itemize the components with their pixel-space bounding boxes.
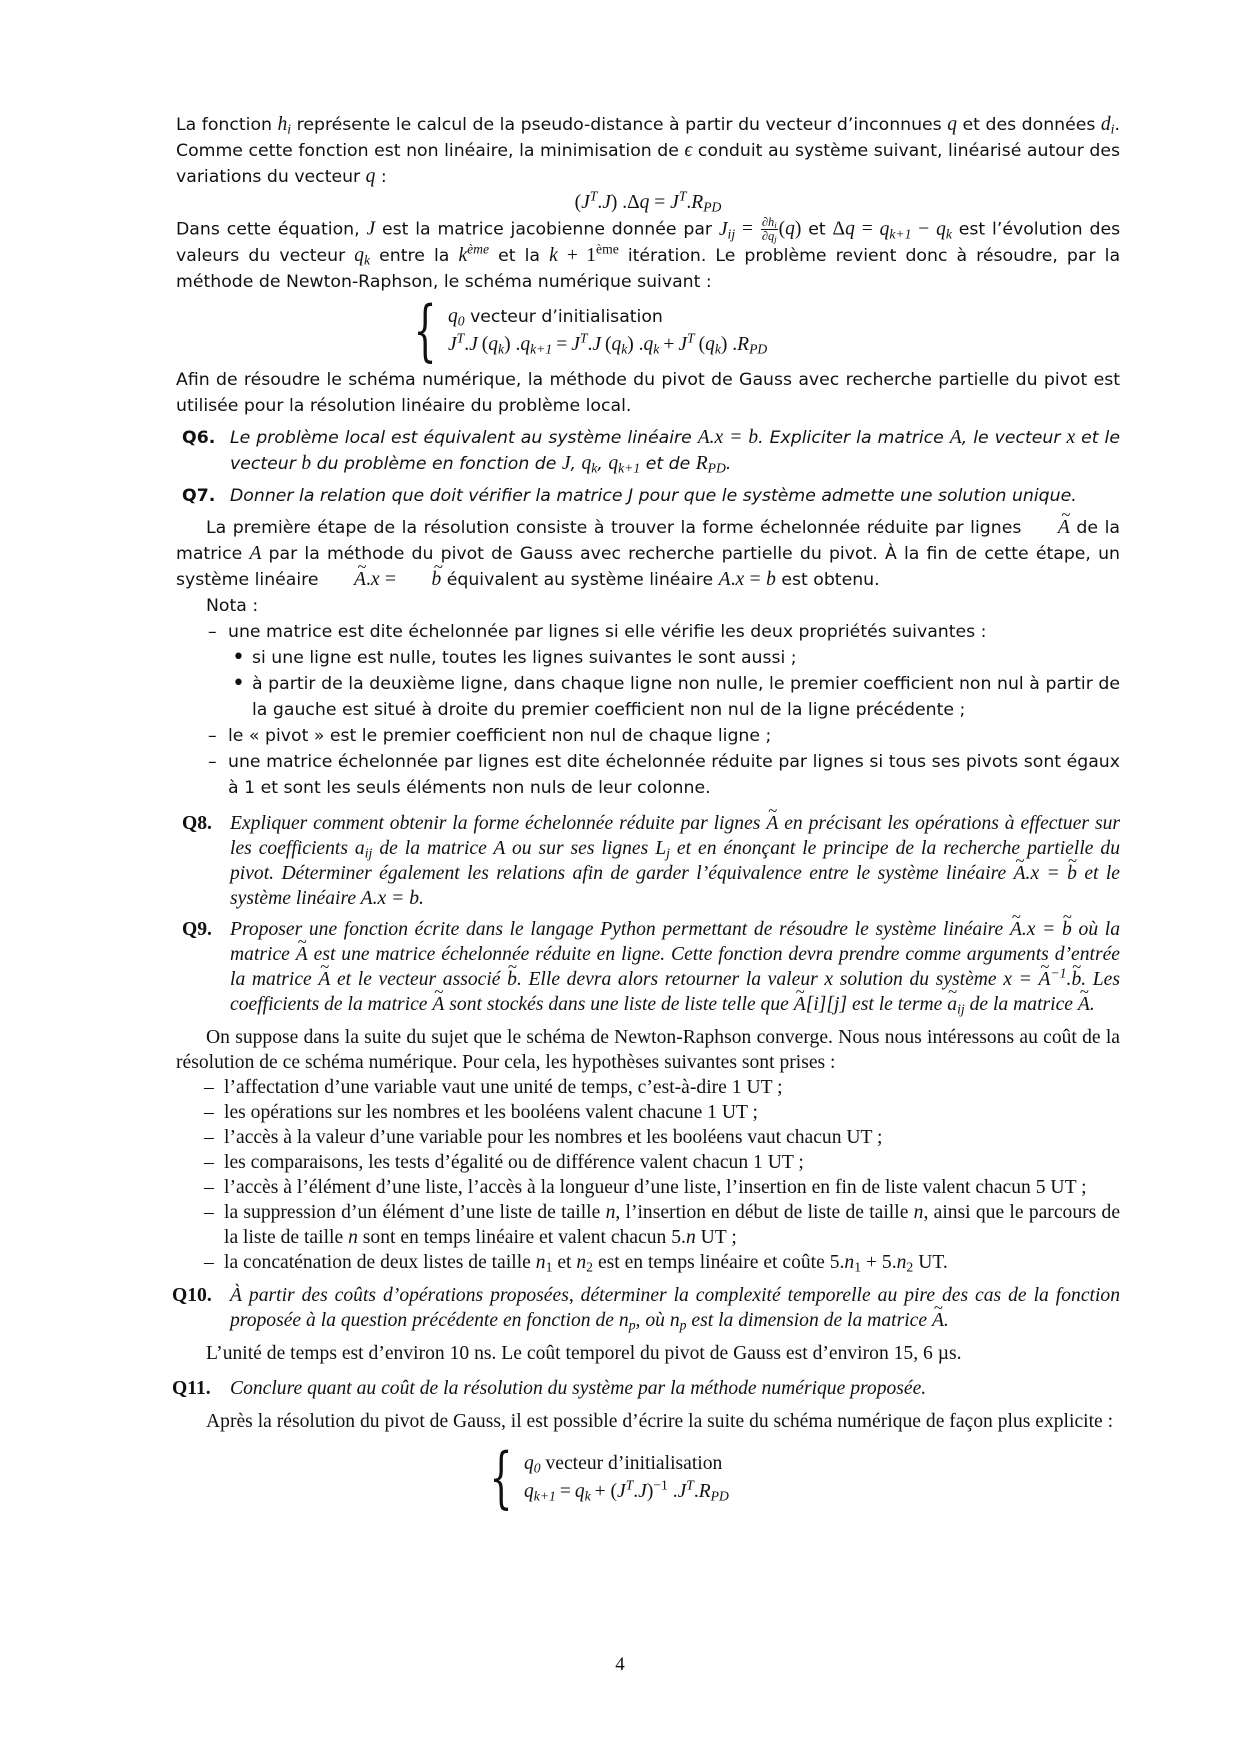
question-q10: Q10. À partir des coûts d’opérations proposées, déterminer la complexité temporelle au pire des cas de la fonction proposée à la question précédente en fonction de $n_p$, où $n_p$ est la dimension de la matrice A ~. [176, 1283, 1120, 1333]
list-item: – la suppression d’un élément d’une liste de taille n, l’insertion en début de liste de taille n, ainsi que le parcours de la liste de taille n sont en temps linéaire et valent chacun 5.n UT ; [224, 1200, 1120, 1250]
list-item: – l’accès à l’élément d’une liste, l’accès à la longueur d’une liste, l’insertion en fin de liste valent chacun 5 UT ; [224, 1175, 1120, 1200]
question-q11: Q11. Conclure quant au coût de la résolution du système par la méthode numérique proposée. [172, 1378, 927, 1400]
equation-normal-equations: $(J^T.J) .\Delta q = J^T.R_{PD}$ [574, 188, 722, 215]
question-q7: Q7. Donner la relation que doit vérifier la matrice J pour que le système admette une solution unique. [182, 486, 1077, 507]
paragraph-jacobian: Dans cette équation, J est la matrice jacobienne donnée par $J_{ij}$ = $\frac{\partial h_i}{\partial q_j}$ (q) et $\Delta q = q_{k+1} - q_k$ est l’évolution des valeurs du vecteur $q_k$ entre la $k^{ème}$ et la k + 1ème itération. Le problème revient donc à résoudre, par la méthode de Newton-Raphson, le schéma numérique suivant : [176, 215, 1121, 293]
list-item: – le « pivot » est le premier coefficient non nul de chaque ligne ; [228, 723, 1120, 749]
question-q8: Q8. Expliquer comment obtenir la forme échelonnée réduite par lignes A ~ en précisant les opérations à effectuer sur les coefficients $a_{ij}$ de la matrice A ou sur ses lignes $L_j$ et en énonçant le principe de la recherche partielle du pivot. Déterminer également les relations afin de garder l’équivalence entre le système linéaire A ~.x = b ~ et le système linéaire A.x = b. [176, 811, 1120, 911]
paragraph-gauss-method: Afin de résoudre le schéma numérique, la méthode du pivot de Gauss avec recherche partielle du pivot est utilisée pour la résolution linéaire du problème local. [176, 370, 1120, 417]
list-item: – les comparaisons, les tests d’égalité ou de différence valent chacun 1 UT ; [224, 1150, 1120, 1175]
list-item: – la concaténation de deux listes de taille $n_1$ et $n_2$ est en temps linéaire et coûte $5.n_1 + 5.n_2$ UT. [224, 1250, 1120, 1275]
paragraph-cost-hypotheses: On suppose dans la suite du sujet que le schéma de Newton-Raphson converge. Nous nous intéressons au coût de la résolution de ce schéma numérique. Pour cela, les hypothèses suivantes sont prises : [176, 1027, 1120, 1074]
nota-list [176, 619, 1120, 801]
paragraph-echelon-form: La première étape de la résolution consiste à trouver la forme échelonnée réduite par lignes A ~ de la matrice A par la méthode du pivot de Gauss avec recherche partielle du pivot. À la fin de cette étape, un système linéaire A ~.x = b ~ équivalent au système linéaire A.x = b est obtenu. [176, 515, 1120, 593]
left-brace: { [413, 292, 437, 370]
paragraph-explicit-scheme: Après la résolution du pivot de Gauss, il est possible d’écrire la suite du schéma numérique de façon plus explicite : [206, 1411, 1114, 1433]
list-item: – l’accès à la valeur d’une variable pour les nombres et les booléens vaut chacun UT ; [224, 1125, 1120, 1150]
explicit-scheme-system: { $q_0$ vecteur d’initialisation $q_{k+1} = q_k + (J^T.J)^{-1}$ $.J^T.R_{PD}$ [489, 1439, 729, 1517]
nota-heading: Nota : [206, 596, 259, 617]
paragraph-time-unit: L’unité de temps est d’environ 10 ns. Le coût temporel du pivot de Gauss est d’environ 15, 6 µs. [206, 1343, 962, 1365]
list-item: – une matrice est dite échelonnée par lignes si elle vérifie les deux propriétés suivantes : • si une ligne est nulle, toutes les lignes suivantes le sont aussi ; • à partir de la deuxième ligne, dans chaque ligne non nulle, le premier coefficient non nul à partir de la gauche est situé à droite du premier coefficient non nul de la ligne précédente ; [228, 619, 1120, 723]
question-q6: Q6. Le problème local est équivalent au système linéaire A.x = b. Expliciter la matrice A, le vecteur x et le vecteur b du problème en fonction de J, $q_k$, $q_{k+1}$ et de $R_{PD}$. [182, 427, 1120, 476]
list-item: – l’affectation d’une variable vaut une unité de temps, c’est-à-dire 1 UT ; [224, 1075, 1120, 1100]
document-page [172, 112, 1121, 1517]
left-brace: { [489, 1439, 513, 1517]
list-item: • à partir de la deuxième ligne, dans chaque ligne non nulle, le premier coefficient non nul à partir de la gauche est situé à droite du premier coefficient non nul de la ligne précédente ; [252, 671, 1120, 723]
numerical-scheme-system: { $q_0$ vecteur d’initialisation $J^T.J$ $(q_k) .q_{k+1} = J^T.J$ $(q_k) .q_k + J^T$ $(q_k)$ $.R_{PD}$ [413, 292, 768, 370]
question-q9: Q9. Proposer une fonction écrite dans le langage Python permettant de résoudre le système linéaire A ~.x = b ~ où la matrice A ~ est une matrice échelonnée réduite en ligne. Cette fonction devra prendre comme arguments d’entrée la matrice A ~ et le vecteur associé b ~. Elle devra alors retourner la valeur x solution du système x = A ~$^{-1}$.b ~. Les coefficients de la matrice A ~ sont stockés dans une liste de liste telle que A ~[i][j] est le terme a $\sim_{ij}$ de la matrice A ~. [176, 917, 1120, 1017]
list-item: – les opérations sur les nombres et les booléens valent chacune 1 UT ; [224, 1100, 1120, 1125]
list-item: • si une ligne est nulle, toutes les lignes suivantes le sont aussi ; [252, 645, 1120, 671]
list-item: – une matrice échelonnée par lignes est dite échelonnée réduite par lignes si tous ses pivots sont égaux à 1 et sont les seuls éléments non nuls de leur colonne. [228, 749, 1120, 801]
paragraph-hi-definition: La fonction $h_i$ représente le calcul de la pseudo-distance à partir du vecteur d’inconnues q et des données $d_i$. Comme cette fonction est non linéaire, la minimisation de ϵ conduit au système suivant, linéarisé autour des variations du vecteur q : [176, 114, 1121, 187]
page-number: 4 [615, 1654, 625, 1675]
nota-sublist [228, 645, 1120, 723]
hypotheses-list [176, 1075, 1120, 1275]
